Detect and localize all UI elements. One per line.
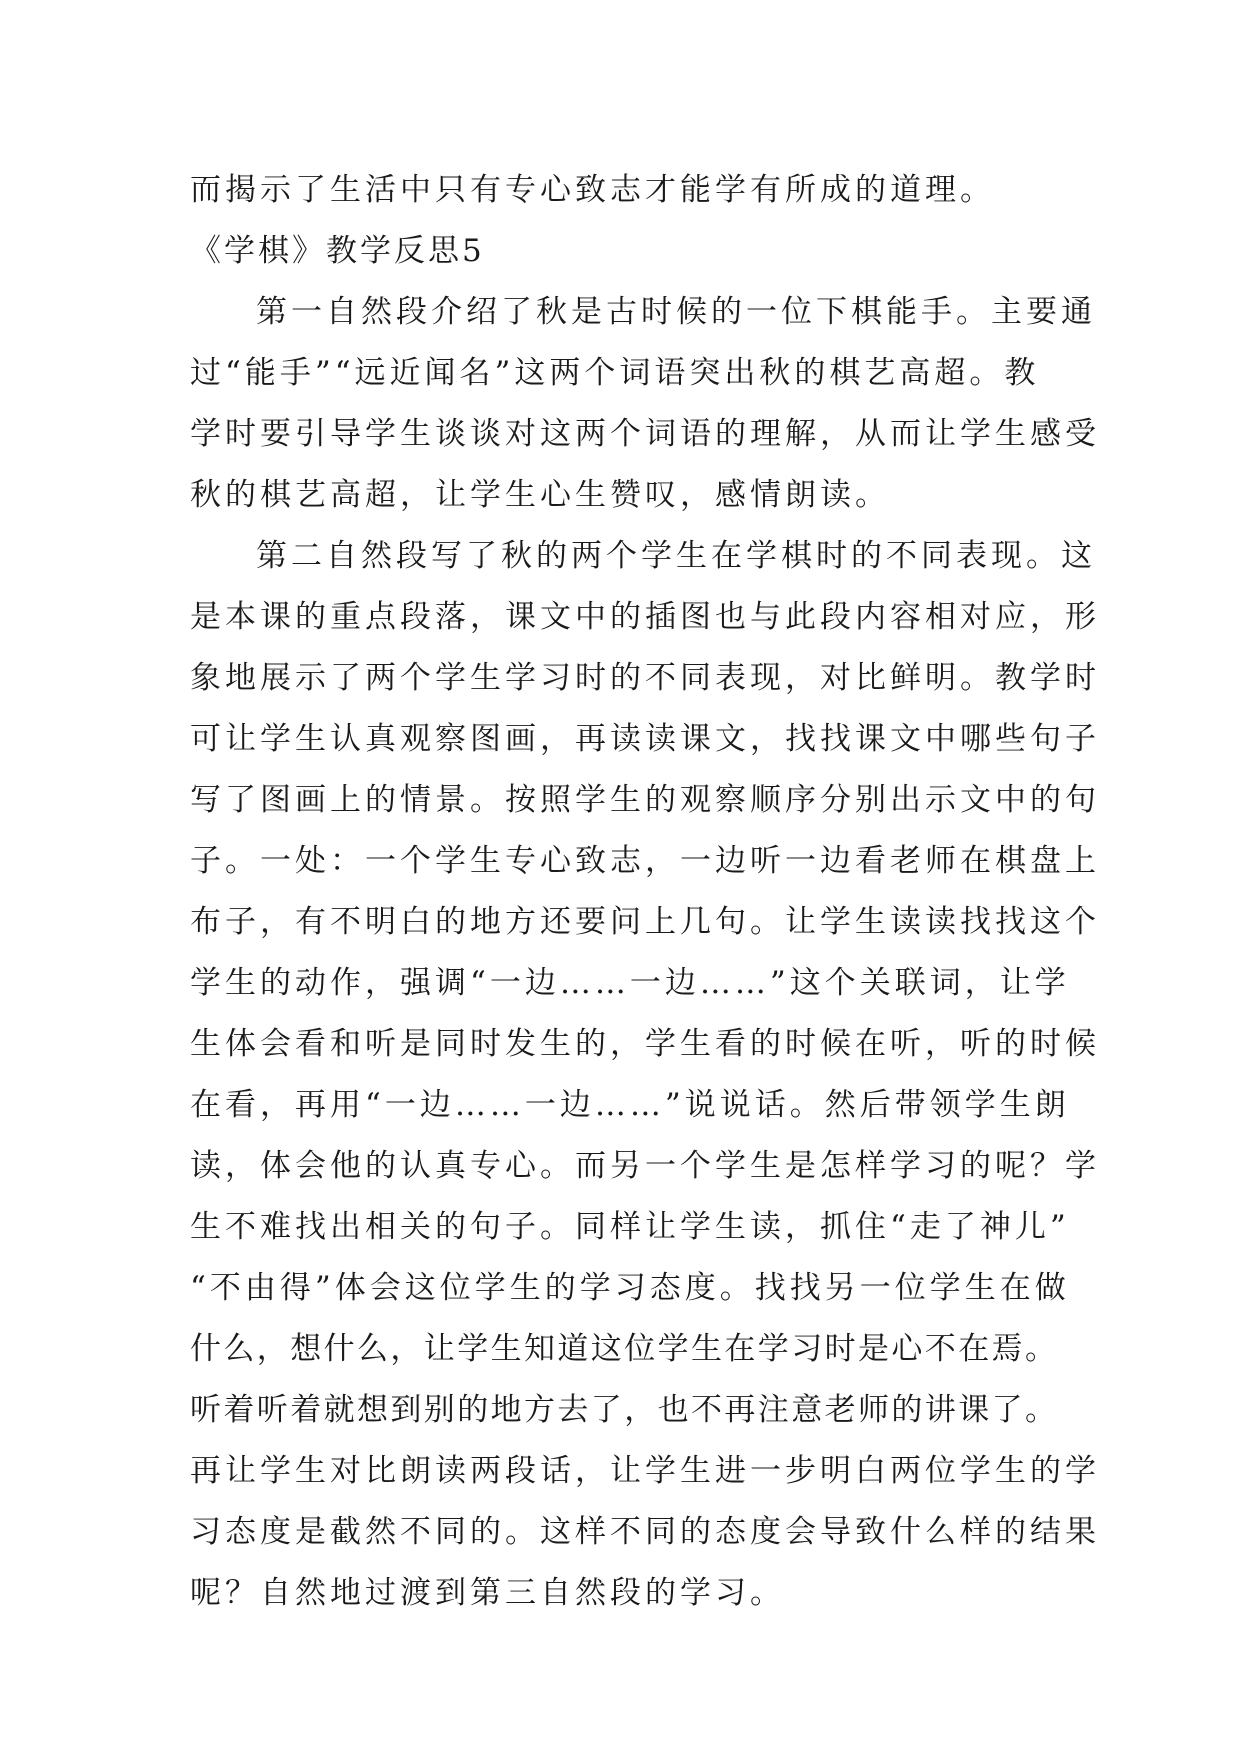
text-line: 习态度是截然不同的。这样不同的态度会导致什么样的结果 (190, 1514, 1100, 1550)
text-line: 象地展示了两个学生学习时的不同表现，对比鲜明。教学时 (190, 660, 1100, 696)
text-line: 子。一处：一个学生专心致志，一边听一边看老师在棋盘上 (190, 843, 1100, 879)
text-line: 秋的棋艺高超，让学生心生赞叹，感情朗读。 (190, 477, 890, 513)
text-line: 过“能手”“远近闻名”这两个词语突出秋的棋艺高超。教 (190, 355, 1040, 391)
text-line: 听着听着就想到别的地方去了，也不再注意老师的讲课了。 (190, 1392, 1059, 1428)
text-line: 写了图画上的情景。按照学生的观察顺序分别出示文中的句 (190, 782, 1100, 818)
text-line: “不由得”体会这位学生的学习态度。找找另一位学生在做 (190, 1270, 1070, 1306)
text-line: 而揭示了生活中只有专心致志才能学有所成的道理。 (190, 172, 995, 208)
text-line: 学生的动作，强调“一边……一边……”这个关联词，让学 (190, 965, 1070, 1001)
paragraph-start-line: 第二自然段写了秋的两个学生在学棋时的不同表现。这 (256, 538, 1096, 574)
text-line: 什么，想什么，让学生知道这位学生在学习时是心不在焉。 (190, 1331, 1059, 1367)
text-line: 生体会看和听是同时发生的，学生看的时候在听，听的时候 (190, 1026, 1100, 1062)
text-line: 学时要引导学生谈谈对这两个词语的理解，从而让学生感受 (190, 416, 1100, 452)
text-line: 呢？自然地过渡到第三自然段的学习。 (190, 1575, 785, 1611)
text-line: 布子，有不明白的地方还要问上几句。让学生读读找找这个 (190, 904, 1100, 940)
text-line: 读，体会他的认真专心。而另一个学生是怎样学习的呢？学 (190, 1148, 1100, 1184)
text-line: 再让学生对比朗读两段话，让学生进一步明白两位学生的学 (190, 1453, 1100, 1489)
text-line: 是本课的重点段落，课文中的插图也与此段内容相对应，形 (190, 599, 1100, 635)
paragraph-start-line: 第一自然段介绍了秋是古时候的一位下棋能手。主要通 (256, 294, 1096, 330)
text-line: 可让学生认真观察图画，再读读课文，找找课文中哪些句子 (190, 721, 1100, 757)
text-line: 在看，再用“一边……一边……”说说话。然后带领学生朗 (190, 1087, 1070, 1123)
document-body (190, 160, 1100, 1624)
text-line: 生不难找出相关的句子。同样让学生读，抓住“走了神儿” (190, 1209, 1070, 1245)
section-heading: 《学棋》教学反思5 (190, 233, 485, 269)
